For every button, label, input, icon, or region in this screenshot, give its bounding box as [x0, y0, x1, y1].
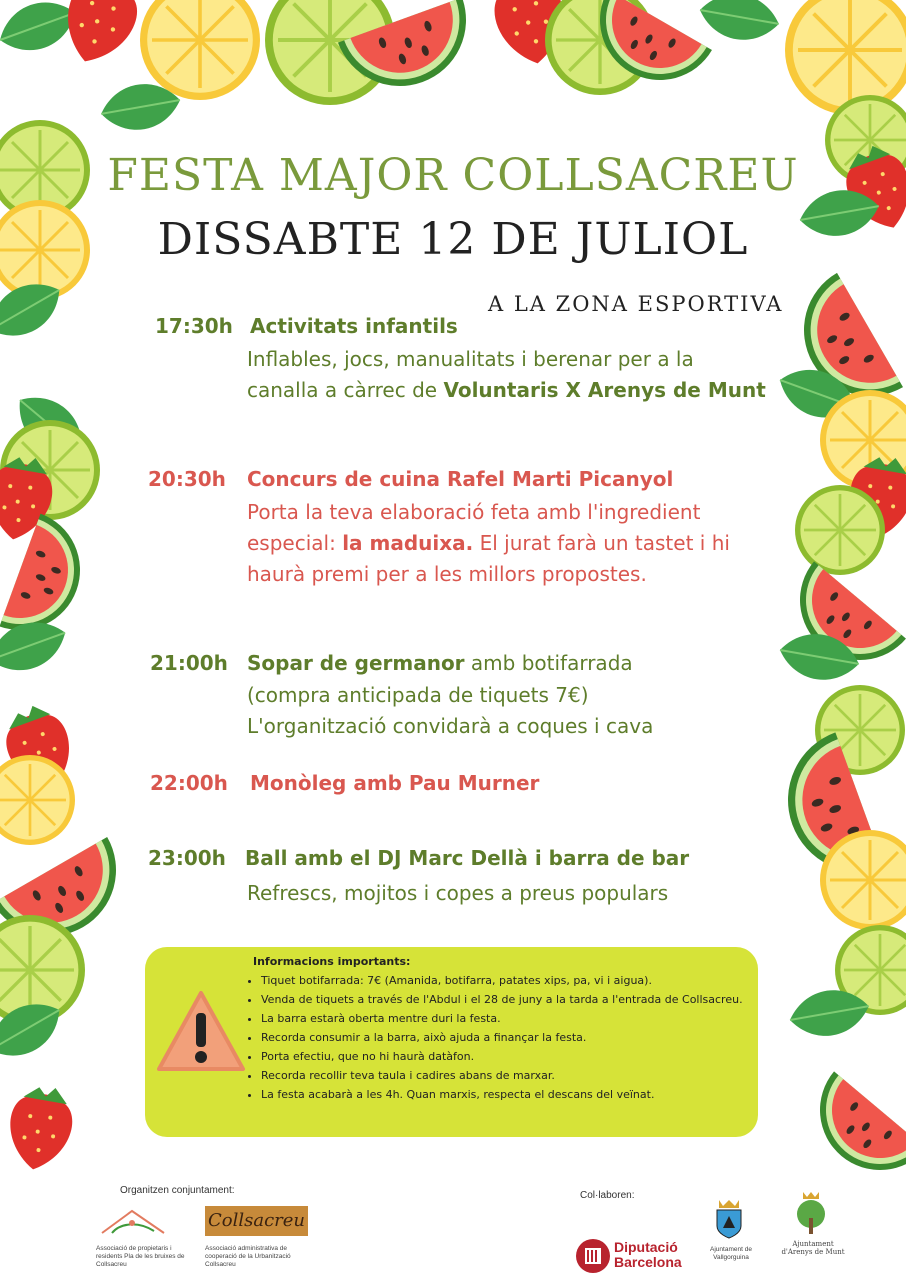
- diputacio-logo-icon: [575, 1238, 611, 1274]
- list-item: • Recorda consumir a la barra, això ajuda a finançar la festa.: [261, 1028, 761, 1047]
- org2-text: Associació administrativa de cooperació de la Urbanització Collsacreu: [205, 1245, 291, 1268]
- event-time: 17:30h: [155, 314, 233, 338]
- event-title: Activitats infantils: [250, 314, 458, 338]
- org1-text: Associació de propietaris i residents Pla de les bruixes de Collsacreu: [96, 1245, 185, 1268]
- organizers-label: Organitzen conjuntament:: [120, 1185, 235, 1196]
- event-date: DISSABTE 12 DE JULIOL: [157, 214, 749, 265]
- event-time: 21:00h: [150, 651, 228, 675]
- event-description: Refrescs, mojitos i copes a preus populars: [247, 881, 669, 905]
- event-time: 20:30h: [148, 467, 226, 491]
- important-info-box: [145, 947, 758, 1137]
- warning-icon: [155, 989, 247, 1073]
- list-item: • La barra estarà oberta mentre duri la festa.: [261, 1009, 761, 1028]
- event-description: (compra anticipada de tiquets 7€) L'organització convidarà a coques i cava: [247, 683, 654, 738]
- event-description: Porta la teva elaboració feta amb l'ingredient especial: la maduixa. El jurat farà un tastet i hi haurà premi per a les millors propostes.: [247, 500, 730, 586]
- event-title: Ball amb el DJ Marc Dellà i barra de bar: [245, 846, 690, 870]
- list-item: • Tiquet botifarrada: 7€ (Amanida, botifarra, patates xips, pa, vi i aigua).: [261, 971, 761, 990]
- vallgorguina-shield-icon: [713, 1198, 745, 1240]
- arenys-text: Ajuntament d'Arenys de Munt: [781, 1240, 845, 1256]
- info-title: Informacions importants:: [253, 955, 411, 968]
- event-description: Inflables, jocs, manualitats i berenar per a la canalla a càrrec de Voluntaris X Arenys de Munt: [247, 347, 766, 402]
- collaborators-label: Col·laboren:: [580, 1190, 635, 1201]
- list-item: • Recorda recollir teva taula i cadires abans de marxar.: [261, 1066, 761, 1085]
- event-time: 23:00h: [148, 846, 226, 870]
- page-title: FESTA MAJOR COLLSACREU: [107, 150, 799, 201]
- info-list: [245, 971, 761, 1104]
- arenys-tree-icon: [788, 1188, 834, 1238]
- event-time: 22:00h: [150, 771, 228, 795]
- diputacio-logo: Diputació Barcelona: [614, 1239, 682, 1270]
- event-title: Concurs de cuina Rafel Marti Picanyol: [247, 467, 674, 491]
- event-location: A LA ZONA ESPORTIVA: [488, 292, 784, 316]
- event-title: Sopar de germanor amb botifarrada: [247, 651, 633, 675]
- collsacreu-logo: Collsacreu: [205, 1206, 308, 1236]
- vallgorguina-text: Ajuntament de Vallgorguina: [710, 1246, 752, 1261]
- event-title: Monòleg amb Pau Murner: [250, 771, 540, 795]
- list-item: • Porta efectiu, que no hi haurà datàfon.: [261, 1047, 761, 1066]
- association-logo-icon: [98, 1205, 168, 1237]
- list-item: • Venda de tiquets a través de l'Abdul i el 28 de juny a la tarda a l'entrada de Collsacreu.: [261, 990, 761, 1009]
- list-item: • La festa acabarà a les 4h. Quan marxis, respecta el descans del veïnat.: [261, 1085, 761, 1104]
